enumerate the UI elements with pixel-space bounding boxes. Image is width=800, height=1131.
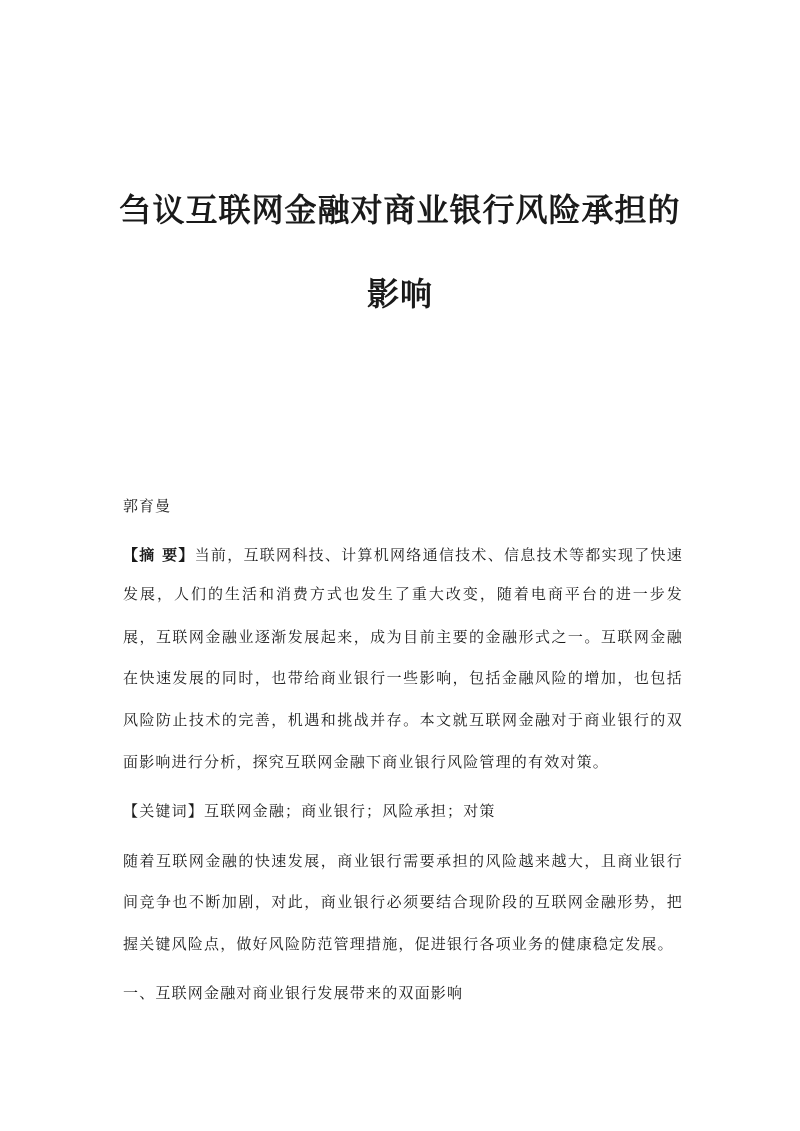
intro-line-1: 随着互联网金融的快速发展，商业银行需要承担的风险越来越大，且商业银行 bbox=[123, 852, 683, 870]
abstract-line-4: 在快速发展的同时，也带给商业银行一些影响，包括金融风险的增加，也包括 bbox=[123, 669, 683, 687]
abstract-line-2: 发展，人们的生活和消费方式也发生了重大改变，随着电商平台的进一步发 bbox=[123, 585, 683, 603]
section-1-heading: 一、互联网金融对商业银行发展带来的双面影响 bbox=[123, 984, 464, 1002]
keywords-text: 互联网金融；商业银行；风险承担；对策 bbox=[204, 802, 496, 820]
abstract-line-5: 风险防止技术的完善，机遇和挑战并存。本文就互联网金融对于商业银行的双 bbox=[123, 711, 683, 729]
abstract-line-3: 展，互联网金融业逐渐发展起来，成为目前主要的金融形式之一。互联网金融 bbox=[123, 628, 683, 646]
abstract-label: 【摘 要】 bbox=[123, 546, 195, 564]
keywords-label: 【关键词】 bbox=[123, 802, 205, 820]
abstract-line-1 bbox=[123, 545, 683, 565]
author-name: 郭育曼 bbox=[123, 497, 172, 515]
document-title-line-2: 影响 bbox=[366, 275, 433, 313]
abstract-line-6: 面影响进行分析，探究互联网金融下商业银行风险管理的有效对策。 bbox=[123, 753, 610, 771]
intro-line-2: 间竞争也不断加剧，对此，商业银行必须要结合现阶段的互联网金融形势，把 bbox=[123, 893, 683, 911]
abstract-text-1: 当前，互联网科技、计算机网络通信技术、信息技术等都实现了快速 bbox=[194, 546, 683, 564]
intro-line-3: 握关键风险点，做好风险防范管理措施，促进银行各项业务的健康稳定发展。 bbox=[123, 935, 674, 953]
keywords-line bbox=[123, 801, 683, 821]
document-title-line-1: 刍议互联网金融对商业银行风险承担的 bbox=[119, 191, 681, 229]
